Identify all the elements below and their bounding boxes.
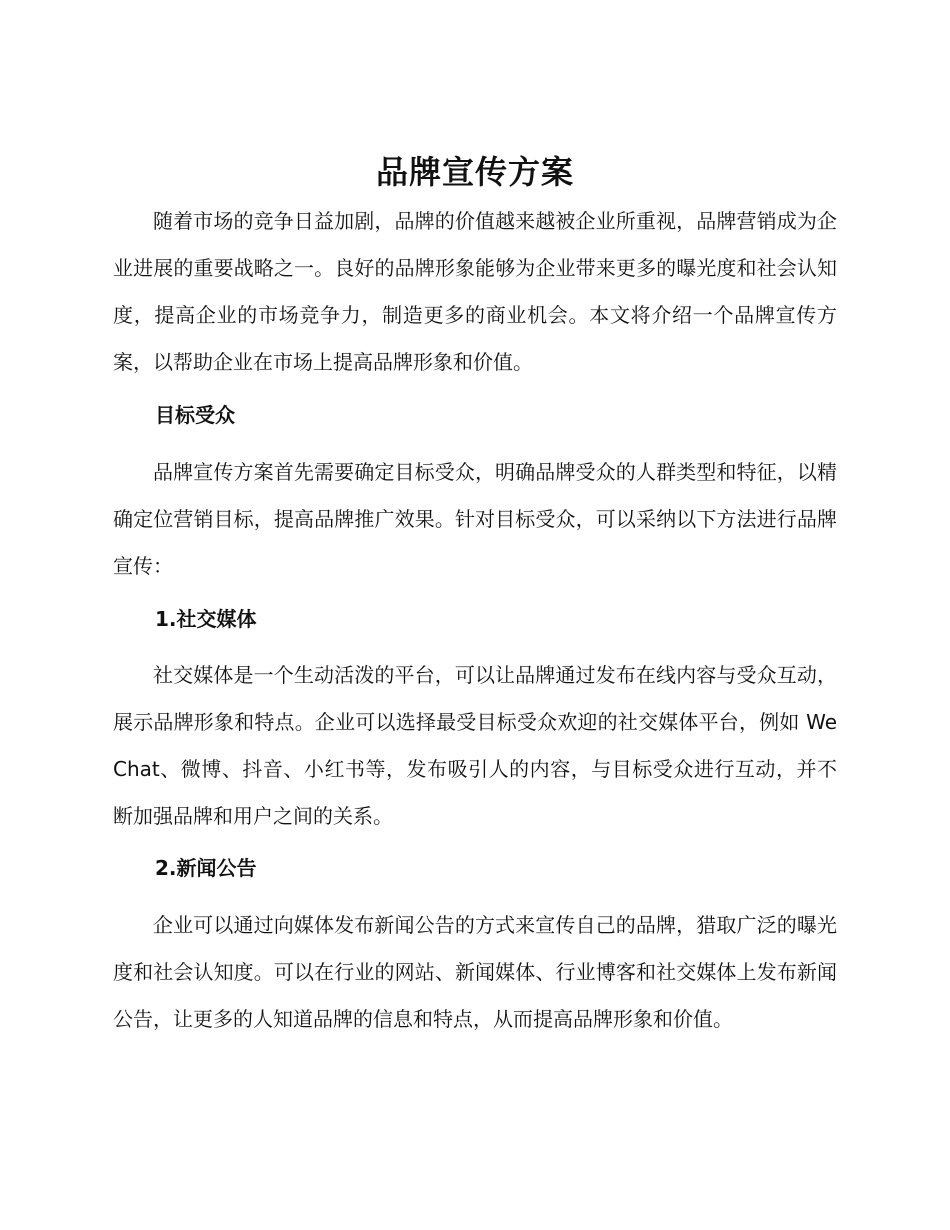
section-body-social-media: 社交媒体是一个生动活泼的平台，可以让品牌通过发布在线内容与受众互动，展示品牌形象和特点。企业可以选择最受目标受众欢迎的社交媒体平台，例如 WeChat、微博、抖音、小红书等，发布吸引人的内容，与目标受众进行互动，并不断加强品牌和用户之间的关系。 [113,663,837,828]
section-heading-social-media: 1.社交媒体 [155,607,257,631]
section-heading-news-release: 2.新闻公告 [155,856,257,880]
intro-paragraph: 随着市场的竞争日益加剧，品牌的价值越来越被企业所重视，品牌营销成为企业进展的重要战略之一。良好的品牌形象能够为企业带来更多的曝光度和社会认知度，提高企业的市场竞争力，制造更多的商业机会。本文将介绍一个品牌宣传方案，以帮助企业在市场上提高品牌形象和价值。 [113,209,837,374]
section-body-news-release: 企业可以通过向媒体发布新闻公告的方式来宣传自己的品牌，猎取广泛的曝光度和社会认知度。可以在行业的网站、新闻媒体、行业博客和社交媒体上发布新闻公告，让更多的人知道品牌的信息和特点，从而提高品牌形象和价值。 [113,913,837,1031]
section-heading-target-audience: 目标受众 [155,403,235,427]
section-body-target-audience: 品牌宣传方案首先需要确定目标受众，明确品牌受众的人群类型和特征，以精确定位营销目标，提高品牌推广效果。针对目标受众，可以采纳以下方法进行品牌宣传： [113,460,837,578]
page-title: 品牌宣传方案 [375,153,574,191]
